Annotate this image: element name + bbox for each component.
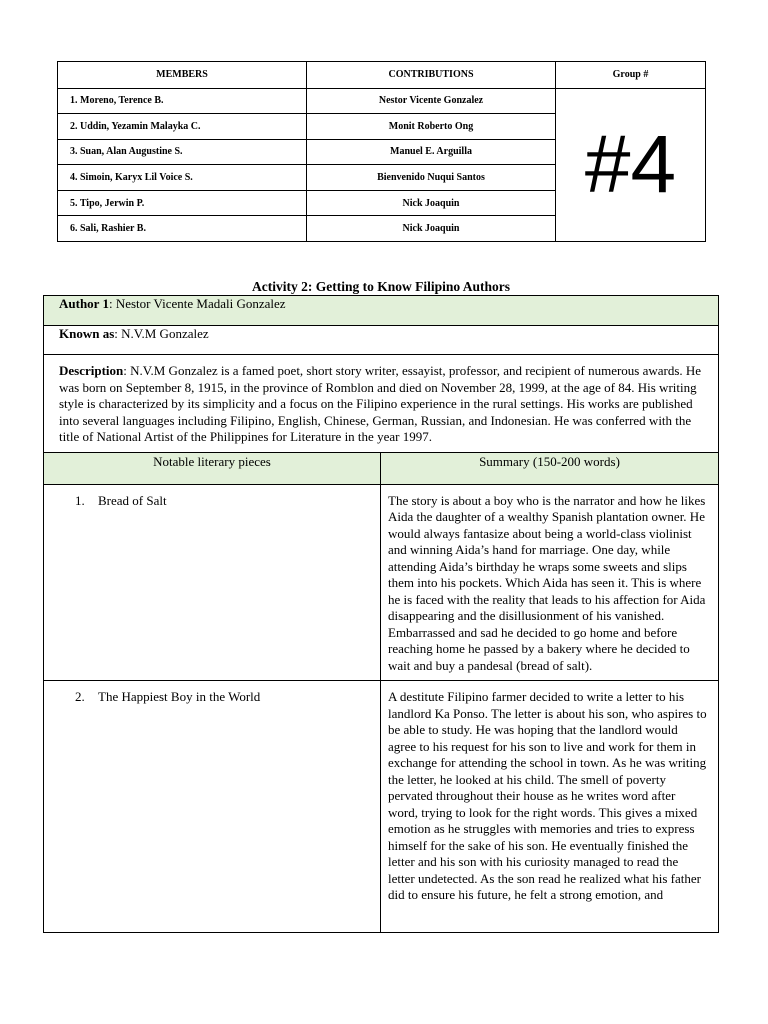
piece-title: The Happiest Boy in the World bbox=[98, 689, 261, 704]
member-name: 1. Moreno, Terence B. bbox=[58, 88, 307, 114]
author-row bbox=[44, 296, 719, 326]
author-name: : Nestor Vicente Madali Gonzalez bbox=[108, 296, 286, 311]
literary-piece-row bbox=[44, 681, 719, 933]
members-header-row bbox=[58, 62, 706, 89]
member-name: 4. Simoin, Karyx Lil Voice S. bbox=[58, 165, 307, 191]
author-cell bbox=[44, 296, 719, 326]
piece-summary: A destitute Filipino farmer decided to write a letter to his landlord Ka Ponso. The letter is about his son, who aspires to be able to study. He was hoping that the landlord would agree to his request for his son to live and work for them in exchange for attending the school in town. As he was writing the letter, he looked at his child. The smell of poverty pervated throughout their house as he writes word after word, trying to look for the right words. This gives a mixed emotion as he struggles with memories and tries to express himself for the sake of his son. He eventually finished the letter and his son with his curiosity managed to read the letter undetected. As the son read he realized what his father did to ensure his future, he felt a strong emotion, and bbox=[381, 681, 719, 933]
known-as-row bbox=[44, 326, 719, 355]
description-cell bbox=[44, 355, 719, 453]
description-text: : N.V.M Gonzalez is a famed poet, short story writer, essayist, professor, and recipient of numerous awards. He was born on September 8, 1915, in the province of Romblon and died on November 28, 1999, at the age of 84. His writing style is characterized by its simplicity and a focus on the Filipino experience in the rural settings. His works are published into several languages including Filipino, English, Chinese, German, Russian, and Indonesian. He was conferred with the title of National Artist of the Philippines for Literature in the year 1997. bbox=[59, 363, 702, 444]
member-name: 2. Uddin, Yezamin Malayka C. bbox=[58, 114, 307, 140]
author-label: Author 1 bbox=[59, 296, 109, 311]
piece-title-cell bbox=[44, 484, 381, 681]
pieces-column-header: Notable literary pieces bbox=[44, 452, 381, 484]
member-contribution: Manuel E. Arguilla bbox=[307, 139, 556, 165]
known-as-label: Known as bbox=[59, 326, 115, 341]
piece-title: Bread of Salt bbox=[98, 492, 167, 508]
contributions-header: CONTRIBUTIONS bbox=[307, 62, 556, 89]
description-row bbox=[44, 355, 719, 453]
known-as-value: : N.V.M Gonzalez bbox=[114, 326, 209, 341]
piece-number: 1. bbox=[75, 492, 85, 508]
members-table bbox=[57, 61, 706, 242]
member-contribution: Nestor Vicente Gonzalez bbox=[307, 88, 556, 114]
piece-title-cell bbox=[44, 681, 381, 933]
member-row bbox=[58, 88, 706, 114]
activity-title: Activity 2: Getting to Know Filipino Authors bbox=[251, 279, 510, 294]
piece-number: 2. bbox=[75, 689, 85, 704]
literary-piece-row bbox=[44, 484, 719, 681]
author-table bbox=[43, 295, 719, 933]
summary-column-header: Summary (150-200 words) bbox=[381, 452, 719, 484]
member-name: 6. Sali, Rashier B. bbox=[58, 216, 307, 242]
description-label: Description bbox=[59, 363, 124, 378]
pieces-header-row bbox=[44, 452, 719, 484]
group-header: Group # bbox=[556, 62, 706, 89]
members-header: MEMBERS bbox=[58, 62, 307, 89]
known-as-cell bbox=[44, 326, 719, 355]
member-contribution: Bienvenido Nuqui Santos bbox=[307, 165, 556, 191]
member-contribution: Monit Roberto Ong bbox=[307, 114, 556, 140]
group-number: #4 bbox=[556, 88, 706, 241]
piece-summary: The story is about a boy who is the narrator and how he likes Aida the daughter of a wealthy Spanish plantation owner. He would always fantasize about being a world-class violinist and winning Aida’s hand for marriage. One day, while attending Aida’s birthday he wraps some sweets and slips them into his pockets. Which Aida has seen it. This is where he is faced with the reality that leads to his affection for Aida disappearing and the disillusionment of his vanished. Embarrassed and sad he decided to go home and before reaching home he passed by a bakery where he decided to wait and buy a pandesal (bread of salt). bbox=[381, 484, 719, 681]
member-contribution: Nick Joaquin bbox=[307, 190, 556, 216]
member-name: 5. Tipo, Jerwin P. bbox=[58, 190, 307, 216]
member-name: 3. Suan, Alan Augustine S. bbox=[58, 139, 307, 165]
member-contribution: Nick Joaquin bbox=[307, 216, 556, 242]
